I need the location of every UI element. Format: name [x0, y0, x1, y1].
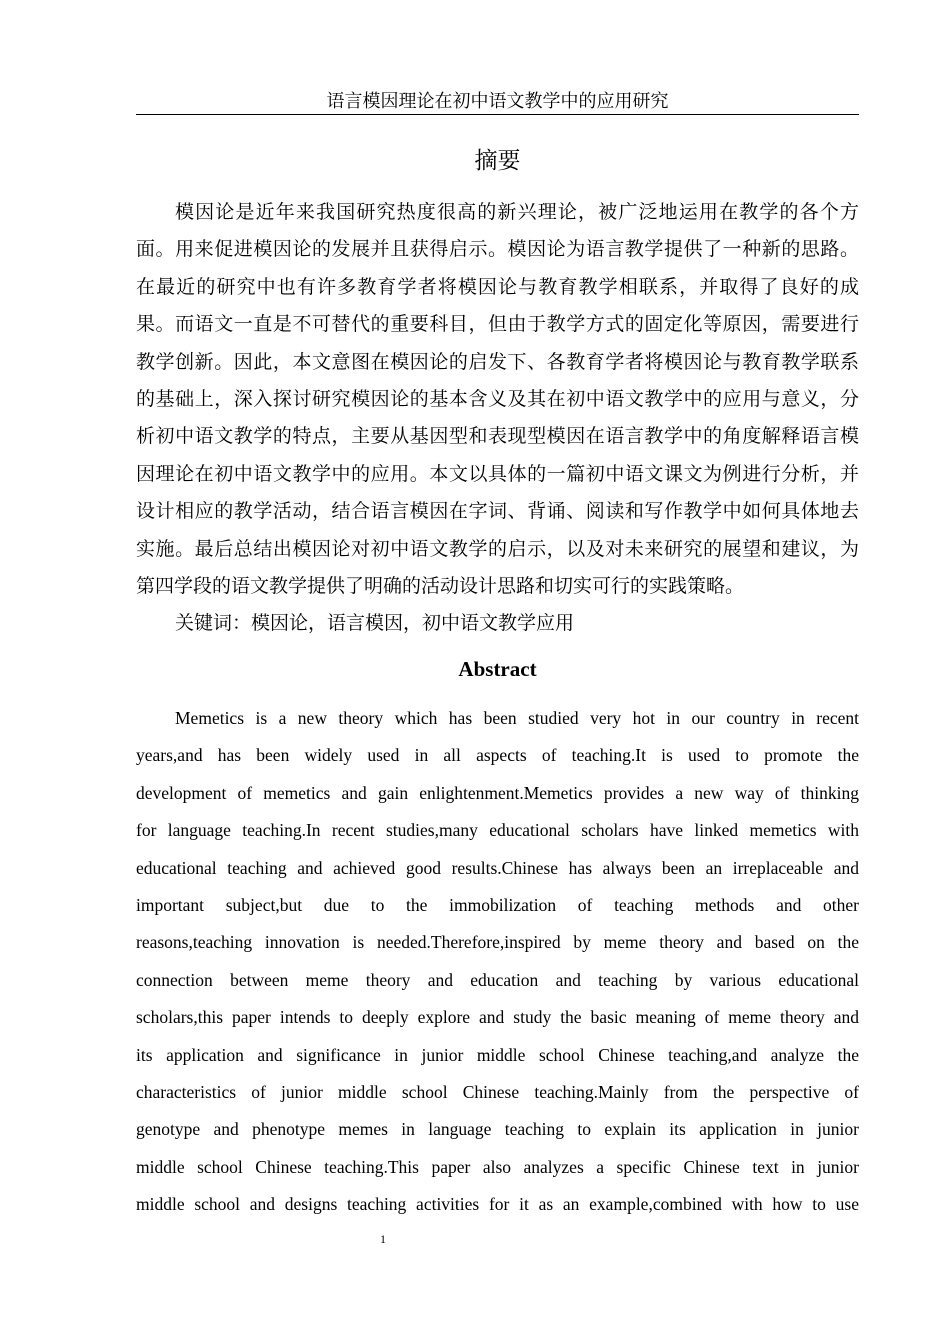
header-divider [136, 114, 859, 115]
abstract-en-body [136, 700, 859, 1223]
abstract-cn-line: 的基础上，深入探讨研究模因论的基本含义及其在初中语文教学中的应用与意义，分 [136, 387, 859, 410]
abstract-en-line: characteristics of junior middle school Chinese teaching.Mainly from the perspective of [136, 1081, 859, 1102]
abstract-en-line: its application and significance in junior middle school Chinese teaching,and analyze the [136, 1044, 859, 1065]
abstract-en-line: reasons,teaching innovation is needed.Therefore,inspired by meme theory and based on the [136, 932, 859, 953]
abstract-cn-line: 第四学段的语文教学提供了明确的活动设计思路和切实可行的实践策略。 [136, 574, 745, 597]
abstract-en-line: middle school Chinese teaching.This paper also analyzes a specific Chinese text in junior [136, 1156, 859, 1177]
keywords-label: 关键词： [175, 612, 252, 635]
abstract-cn-line: 面。用来促进模因论的发展并且获得启示。模因论为语言教学提供了一种新的思路。 [136, 238, 859, 261]
keywords-value: 模因论，语言模因，初中语文教学应用 [251, 612, 575, 635]
abstract-en-line: educational teaching and achieved good results.Chinese has always been an irreplaceable and [136, 857, 859, 878]
abstract-en-line: genotype and phenotype memes in language teaching to explain its application in junior [136, 1119, 859, 1140]
abstract-cn-line: 模因论是近年来我国研究热度很高的新兴理论，被广泛地运用在教学的各个方 [175, 201, 859, 223]
abstract-en-line: connection between meme theory and education and teaching by various educational [136, 969, 859, 990]
abstract-cn-line: 因理论在初中语文教学中的应用。本文以具体的一篇初中语文课文为例进行分析，并 [136, 462, 859, 485]
abstract-en-line: Memetics is a new theory which has been studied very hot in our country in recent [175, 708, 859, 728]
abstract-cn-body [136, 194, 859, 643]
abstract-cn-title: 摘要 [474, 148, 521, 174]
abstract-cn-line: 析初中语文教学的特点，主要从基因型和表现型模因在语言教学中的角度解释语言模 [136, 425, 859, 448]
abstract-en-line: for language teaching.In recent studies,many educational scholars have linked memetics with [136, 820, 859, 841]
abstract-en-line: years,and has been widely used in all aspects of teaching.It is used to promote the [136, 745, 859, 766]
abstract-en-title: Abstract [458, 657, 537, 681]
abstract-cn-line: 教学创新。因此，本文意图在模因论的启发下、各教育学者将模因论与教育教学联系 [136, 350, 859, 373]
page-number: 1 [380, 1232, 386, 1246]
abstract-cn-line: 实施。最后总结出模因论对初中语文教学的启示，以及对未来研究的展望和建议，为 [136, 537, 859, 560]
abstract-en-line: development of memetics and gain enlightenment.Memetics provides a new way of thinking [136, 782, 859, 803]
abstract-en-line: important subject,but due to the immobilization of teaching methods and other [136, 894, 859, 915]
abstract-cn-line: 在最近的研究中也有许多教育学者将模因论与教育教学相联系，并取得了良好的成 [136, 275, 859, 298]
keywords [136, 605, 859, 642]
abstract-en-line: middle school and designs teaching activities for it as an example,combined with how to use [136, 1194, 859, 1215]
abstract-cn-line: 设计相应的教学活动，结合语言模因在字词、背诵、阅读和写作教学中如何具体地去 [136, 500, 859, 523]
abstract-en-line: scholars,this paper intends to deeply explore and study the basic meaning of meme theory and [136, 1007, 859, 1028]
running-header: 语言模因理论在初中语文教学中的应用研究 [326, 91, 669, 112]
abstract-cn-line: 果。而语文一直是不可替代的重要科目，但由于教学方式的固定化等原因，需要进行 [136, 313, 859, 336]
